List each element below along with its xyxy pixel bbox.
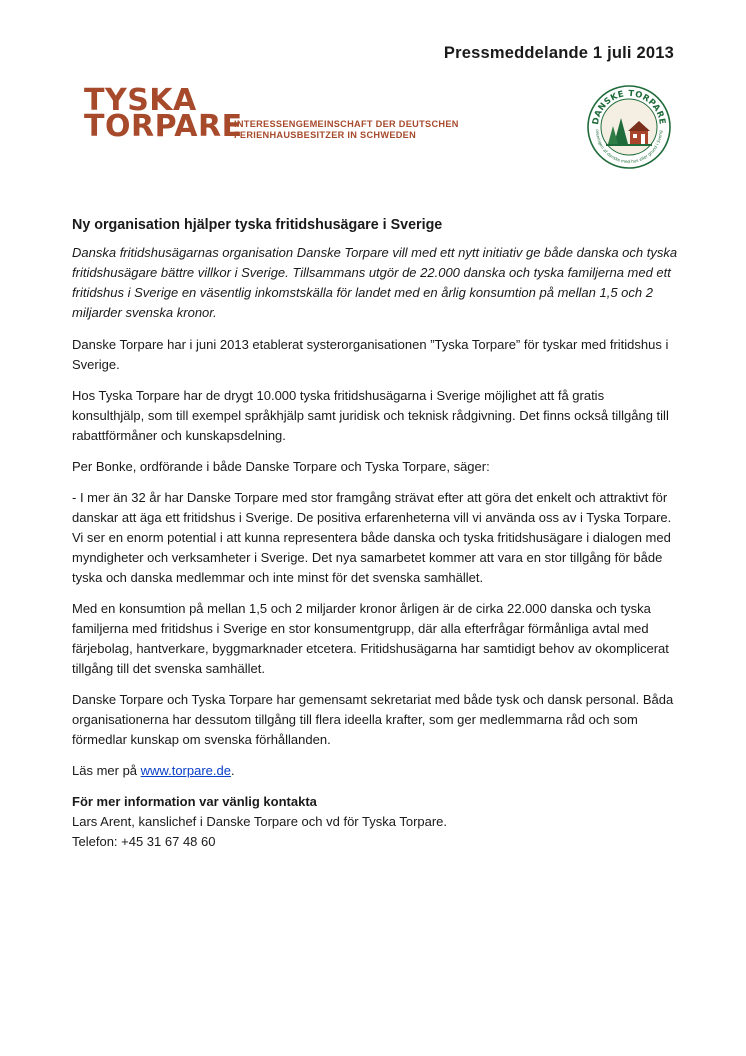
logo-subtitle-line2: FERIENHAUSBESITZER IN SCHWEDEN xyxy=(234,130,417,140)
tyska-torpare-logo xyxy=(84,83,464,146)
logo-wordmark xyxy=(84,83,243,144)
contact-heading: För mer information var vänlig kontakta xyxy=(72,794,317,809)
read-more-prefix: Läs mer på xyxy=(72,763,141,778)
article-paragraph: Danske Torpare och Tyska Torpare har gemensamt sekretariat med både tysk och dansk personal. Båda organisationerna har dessutom tillgång till flera ideella krafter, som ger medlemmarna råd och som förmedlar kunskap om svenska förhållanden. xyxy=(72,692,674,747)
logo-subtitle-line1: INTERESSENGEMEINSCHAFT DER DEUTSCHEN xyxy=(234,119,459,129)
torpare-website-link[interactable]: www.torpare.de xyxy=(140,763,231,778)
read-more-line xyxy=(72,761,678,781)
article-paragraph: Hos Tyska Torpare har de drygt 10.000 tyska fritidshusägarna i Sverige möjlighet att få gratis konsulthjälp, som till exempel språkhjälp samt juridisk och teknisk rådgivning. Det finns också tillgång till rabattförmåner och kunskapsdelning. xyxy=(72,388,669,443)
logo-word-line1: TYSKA xyxy=(84,83,197,118)
press-release-body xyxy=(72,215,678,852)
logo-subtitle xyxy=(234,119,459,141)
contact-block xyxy=(72,792,678,852)
read-more-suffix: . xyxy=(230,763,235,778)
article-headline: Ny organisation hjälper tyska fritidshusägare i Sverige xyxy=(72,217,443,233)
article-lead: Danska fritidshusägarnas organisation Danske Torpare vill med ett nytt initiativ ge både danska och tyska fritidshusägare bättre villkor i Sverige. Tillsammans utgör de 22.000 danska och tyska familjerna med ett fritidshus i Sverige en väsentlig inkomstskälla för landet med en årlig konsumtion på mellan 1,5 och 2 miljarder svenska kronor. xyxy=(72,245,678,320)
danske-torpare-logo xyxy=(586,84,672,170)
seal-ring-text: DANSKE TORPARE xyxy=(590,88,668,126)
contact-phone: Telefon: +45 31 67 48 60 xyxy=(72,834,216,849)
seal-bottom-text: oreningen af danske med hus eller grund i Sverig xyxy=(594,129,664,165)
logo-word-line2: TORPARE xyxy=(84,109,243,144)
press-release-date: Pressmeddelande 1 juli 2013 xyxy=(443,44,674,62)
article-paragraph: Per Bonke, ordförande i både Danske Torpare och Tyska Torpare, säger: xyxy=(72,459,490,474)
article-paragraph: Med en konsumtion på mellan 1,5 och 2 miljarder kronor årligen är de cirka 22.000 danska och tyska familjerna med fritidshus i Sverige en stor konsumentgrupp, där alla efterfrågar förmånliga avtal med färjebolag, hantverkare, byggmarknader etcetera. Fritidshusägarna har samtidigt behov av okomplicerat tillgång till det svenska samhället. xyxy=(72,601,669,676)
contact-person: Lars Arent, kanslichef i Danske Torpare och vd för Tyska Torpare. xyxy=(72,814,448,829)
article-paragraph: Danske Torpare har i juni 2013 etablerat systerorganisationen ”Tyska Torpare” för tyskar med fritidshus i Sverige. xyxy=(72,337,669,372)
article-quote: - I mer än 32 år har Danske Torpare med stor framgång strävat efter att göra det enkelt och attraktivt för danskar att äga ett fritidshus i Sverige. De positiva erfarenheterna vill vi använda oss av i Tyska Torpare. Vi ser en enorm potential i att kunna representera både danska och tyska fritidshusägare i dialogen med myndigheter och verksamheter i Sverige. Det nya samarbetet kommer att vara en stor tillgång för både tyska och danska medlemmar och inte minst för det svenska samhället. xyxy=(72,490,672,585)
